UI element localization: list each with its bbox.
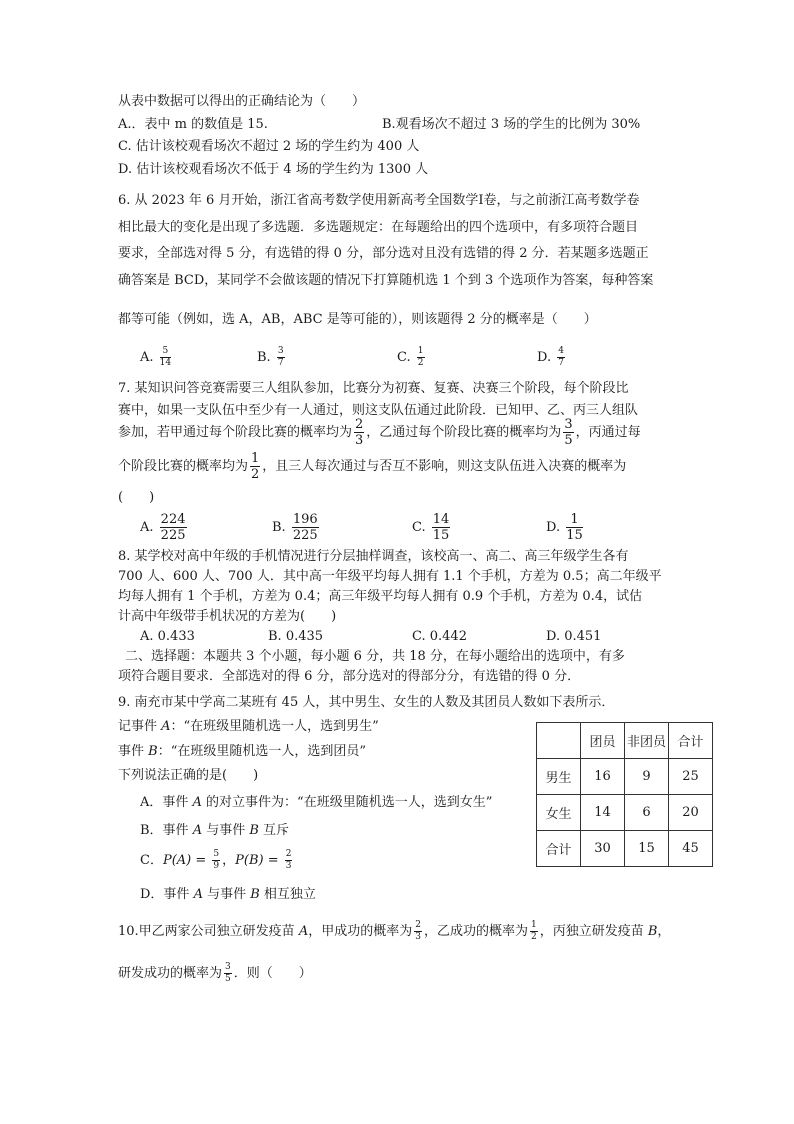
- q6-line-5: 都等可能（例如，选 A，AB，ABC 是等可能的），则该题得 2 分的概率是（ ）: [118, 312, 597, 327]
- q9-option-a: A．事件 A 的对立事件为：“在班级里随机选一人，选到女生”: [140, 795, 493, 810]
- q9-option-c: C．P(A) = $\frac{5}{9}$ ，P(B) = $\frac{2}{3}$: [140, 849, 292, 871]
- q6-line-3: 要求，全部选对得 5 分，有选错的得 0 分，部分选对且没有选错的得 2 分．若某题多选题正: [118, 246, 649, 261]
- table-header-cell: 合计: [669, 723, 713, 759]
- q8-option-c: C. 0.442: [412, 629, 467, 644]
- q5-option-c: C. 估计该校观看场次不超过 2 场的学生约为 400 人: [118, 139, 420, 154]
- table-cell: 16: [581, 759, 625, 795]
- table-cell: 9: [625, 759, 669, 795]
- q6-line-2: 相比最大的变化是出现了多选题．多选题规定：在每题给出的四个选项中，有多项符合题目: [118, 220, 639, 235]
- q9-option-d: D．事件 A 与事件 B 相互独立: [140, 887, 316, 902]
- q8-option-d: D. 0.451: [546, 629, 602, 644]
- table-header-row: [537, 723, 713, 759]
- table-header-cell: 非团员: [625, 723, 669, 759]
- section-2-line-1: 二、选择题：本题共 3 个小题，每小题 6 分，共 18 分，在每小题给出的选项中，有多: [125, 649, 625, 664]
- q9-question: 下列说法正确的是( ): [118, 768, 259, 783]
- question-intro: 从表中数据可以得出的正确结论为（ ）: [118, 94, 366, 109]
- q6-option-a-numerator: 5: [160, 347, 171, 358]
- q9-line-1: 9. 南充市某中学高二某班有 45 人，其中男生、女生的人数及其团员人数如下表所示．: [118, 695, 615, 710]
- section-2-line-2: 项符合题目要求．全部选对的得 6 分，部分选对的得部分分，有选错的得 0 分．: [118, 669, 581, 684]
- q7-line-5: ( ): [118, 490, 155, 505]
- q6-option-a-denominator: 14: [159, 358, 172, 368]
- q7-option-a: A. $\frac{224}{225}$: [140, 512, 186, 543]
- table-row: [537, 831, 713, 867]
- q8-line-4: 计高中年级带手机状况的方差为( ): [118, 609, 337, 624]
- q8-line-2: 700 人、600 人、700 人．其中高一年级平均每人拥有 1.1 个手机，方差为 0.5；高二年级平: [118, 569, 662, 584]
- q9-data-table: [536, 722, 713, 867]
- q7-line-1: 7. 某知识问答竞赛需要三人组队参加，比赛分为初赛、复赛、决赛三个阶段，每个阶段比: [118, 381, 629, 396]
- q10-line-1: 10.甲乙两家公司独立研发疫苗 A，甲成功的概率为 $\frac{2}{3}$ ，乙成功的概率为 $\frac{1}{2}$ ，丙独立研发疫苗 B，: [118, 920, 671, 942]
- table-cell: 女生: [537, 795, 581, 831]
- table-cell: 25: [669, 759, 713, 795]
- table-row: [537, 759, 713, 795]
- table-cell: 20: [669, 795, 713, 831]
- q8-line-1: 8. 某学校对高中年级的手机情况进行分层抽样调查，该校高一、高二、高三年级学生各有: [118, 549, 629, 564]
- q5-option-b: B.观看场次不超过 3 场的学生的比例为 30%: [382, 117, 641, 132]
- table-cell: 男生: [537, 759, 581, 795]
- table-cell: 6: [625, 795, 669, 831]
- q8-option-a: A. 0.433: [140, 629, 195, 644]
- q7-line-2: 赛中，如果一支队伍中至少有一人通过，则这支队伍通过此阶段．已知甲、乙、丙三人组队: [118, 403, 639, 418]
- q6-line-4: 确答案是 BCD，某同学不会做该题的情况下打算随机选 1 个到 3 个选项作为答案，每种答案: [118, 273, 654, 288]
- q6-option-c: C. $\frac{1}{2}$: [397, 346, 424, 368]
- q7-option-b: B. $\frac{196}{225}$: [272, 512, 318, 543]
- table-cell: 30: [581, 831, 625, 867]
- q7-line-4: 个阶段比赛的概率均为 $\frac{1}{2}$ ，且三人每次通过与否互不影响，则这支队伍进入决赛的概率为: [118, 451, 627, 482]
- table-header-cell: 团员: [581, 723, 625, 759]
- q8-line-3: 均每人拥有 1 个手机，方差为 0.4；高三年级平均每人拥有 0.9 个手机，方差为 0.4，试估: [118, 589, 643, 604]
- table-cell: 14: [581, 795, 625, 831]
- table-cell: 15: [625, 831, 669, 867]
- table-cell: 合计: [537, 831, 581, 867]
- q10-line-2: 研发成功的概率为 $\frac{3}{5}$ ．则（ ）: [118, 962, 312, 984]
- q7-line-3: 参加，若甲通过每个阶段比赛的概率均为 $\frac{2}{3}$ ，乙通过每个阶段比赛的概率均为 $\frac{3}{5}$ ，丙通过每: [118, 417, 641, 448]
- q8-option-b: B. 0.435: [268, 629, 324, 644]
- q6-line-1: 6. 从 2023 年 6 月开始，浙江省高考数学使用新高考全国数学Ⅰ卷，与之前浙江高考数学卷: [118, 193, 640, 208]
- q9-event-a: 记事件 A：“在班级里随机选一人，选到男生”: [118, 719, 379, 734]
- q7-option-d: D. $\frac{1}{15}$: [546, 512, 583, 543]
- q5-option-a: A.．表中 m 的数值是 15.: [118, 117, 268, 132]
- q9-option-b: B．事件 A 与事件 B 互斥: [140, 823, 290, 838]
- table-header-cell: [537, 723, 581, 759]
- q6-option-d: D. $\frac{4}{7}$: [537, 346, 564, 368]
- q5-option-d: D. 估计该校观看场次不低于 4 场的学生约为 1300 人: [118, 162, 429, 177]
- q6-option-b: B. $\frac{3}{7}$: [257, 346, 284, 368]
- table-cell: 45: [669, 831, 713, 867]
- q9-event-b: 事件 B：“在班级里随机选一人，选到团员”: [118, 744, 366, 759]
- q6-option-a: A. $\frac{5}{14}$: [140, 346, 172, 368]
- q7-option-c: C. $\frac{14}{15}$: [412, 512, 450, 543]
- table-row: [537, 795, 713, 831]
